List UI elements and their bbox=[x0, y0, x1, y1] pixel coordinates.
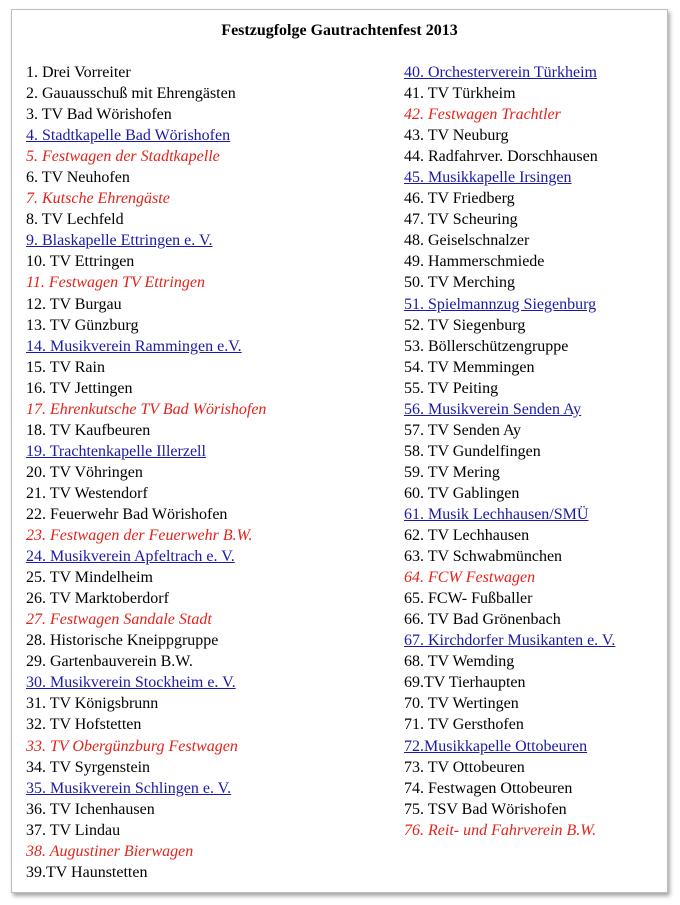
procession-item: 58. TV Gundelfingen bbox=[404, 442, 541, 460]
procession-item: 23. Festwagen der Feuerwehr B.W. bbox=[26, 527, 253, 545]
procession-item: 47. TV Scheuring bbox=[404, 211, 518, 229]
document-page bbox=[11, 9, 668, 893]
procession-item: 60. TV Gablingen bbox=[404, 484, 520, 502]
procession-item: 36. TV Ichenhausen bbox=[26, 800, 155, 818]
procession-item: 55. TV Peiting bbox=[404, 379, 499, 397]
procession-item: 57. TV Senden Ay bbox=[404, 421, 522, 439]
procession-item: 34. TV Syrgenstein bbox=[26, 758, 151, 776]
procession-item: 44. Radfahrver. Dorschhausen bbox=[404, 148, 598, 166]
procession-link[interactable]: 45. Musikkapelle Irsingen bbox=[404, 169, 572, 187]
procession-item: 46. TV Friedberg bbox=[404, 190, 515, 208]
procession-item: 64. FCW Festwagen bbox=[404, 569, 536, 587]
procession-item: 39.TV Haunstetten bbox=[26, 863, 148, 881]
procession-item: 42. Festwagen Trachtler bbox=[404, 106, 561, 124]
procession-link[interactable]: 4. Stadtkapelle Bad Wörishofen bbox=[26, 127, 231, 145]
procession-item: 32. TV Hofstetten bbox=[26, 716, 142, 734]
procession-item: 10. TV Ettringen bbox=[26, 253, 135, 271]
procession-item: 73. TV Ottobeuren bbox=[404, 758, 525, 776]
procession-list-left bbox=[26, 62, 396, 883]
procession-item: 70. TV Wertingen bbox=[404, 695, 519, 713]
procession-item: 11. Festwagen TV Ettringen bbox=[26, 274, 205, 292]
procession-item: 3. TV Bad Wörishofen bbox=[26, 106, 172, 124]
procession-item: 43. TV Neuburg bbox=[404, 127, 509, 145]
procession-item: 49. Hammerschmiede bbox=[404, 253, 545, 271]
procession-item: 68. TV Wemding bbox=[404, 653, 515, 671]
procession-link[interactable]: 40. Orchesterverein Türkheim bbox=[404, 64, 597, 81]
procession-item: 33. TV Obergünzburg Festwagen bbox=[26, 737, 238, 755]
procession-link[interactable]: 56. Musikverein Senden Ay bbox=[404, 400, 582, 418]
procession-link[interactable]: 9. Blaskapelle Ettringen e. V. bbox=[26, 232, 213, 250]
procession-link[interactable]: 19. Trachtenkapelle Illerzell bbox=[26, 442, 206, 460]
procession-link[interactable]: 30. Musikverein Stockheim e. V. bbox=[26, 674, 236, 692]
procession-item: 27. Festwagen Sandale Stadt bbox=[26, 611, 212, 629]
procession-item: 7. Kutsche Ehrengäste bbox=[26, 190, 170, 208]
procession-item: 1. Drei Vorreiter bbox=[26, 64, 131, 81]
procession-item: 12. TV Burgau bbox=[26, 295, 122, 313]
procession-item: 20. TV Vöhringen bbox=[26, 463, 143, 481]
procession-item: 26. TV Marktoberdorf bbox=[26, 590, 169, 608]
procession-item: 28. Historische Kneippgruppe bbox=[26, 632, 219, 650]
procession-item: 75. TSV Bad Wörishofen bbox=[404, 800, 567, 818]
procession-link[interactable]: 14. Musikverein Rammingen e.V. bbox=[26, 337, 242, 355]
procession-item: 13. TV Günzburg bbox=[26, 316, 139, 334]
document-title: Festzugfolge Gautrachtenfest 2013 bbox=[221, 22, 458, 39]
procession-item: 59. TV Mering bbox=[404, 463, 500, 481]
procession-item: 8. TV Lechfeld bbox=[26, 211, 124, 229]
procession-item: 5. Festwagen der Stadtkapelle bbox=[26, 148, 220, 166]
procession-item: 15. TV Rain bbox=[26, 358, 105, 376]
procession-item: 16. TV Jettingen bbox=[26, 379, 133, 397]
procession-link[interactable]: 35. Musikverein Schlingen e. V. bbox=[26, 779, 232, 797]
procession-list-right bbox=[404, 62, 664, 841]
procession-item: 65. FCW- Fußballer bbox=[404, 590, 533, 608]
procession-link[interactable]: 61. Musik Lechhausen/SMÜ bbox=[404, 505, 589, 523]
procession-item: 63. TV Schwabmünchen bbox=[404, 548, 563, 566]
procession-item: 18. TV Kaufbeuren bbox=[26, 421, 151, 439]
procession-item: 41. TV Türkheim bbox=[404, 85, 516, 103]
procession-item: 48. Geiselschnalzer bbox=[404, 232, 530, 250]
procession-item: 74. Festwagen Ottobeuren bbox=[404, 779, 573, 797]
procession-item: 21. TV Westendorf bbox=[26, 484, 148, 502]
procession-item: 22. Feuerwehr Bad Wörishofen bbox=[26, 505, 228, 523]
procession-item: 53. Böllerschützengruppe bbox=[404, 337, 569, 355]
procession-item: 37. TV Lindau bbox=[26, 821, 121, 839]
procession-link[interactable]: 51. Spielmannzug Siegenburg bbox=[404, 295, 597, 313]
procession-item: 50. TV Merching bbox=[404, 274, 515, 292]
procession-item: 6. TV Neuhofen bbox=[26, 169, 130, 187]
procession-item: 69.TV Tierhaupten bbox=[404, 674, 526, 692]
procession-item: 52. TV Siegenburg bbox=[404, 316, 526, 334]
procession-item: 31. TV Königsbrunn bbox=[26, 695, 159, 713]
procession-item: 71. TV Gersthofen bbox=[404, 716, 524, 734]
procession-item: 25. TV Mindelheim bbox=[26, 569, 153, 587]
procession-item: 62. TV Lechhausen bbox=[404, 527, 530, 545]
procession-link[interactable]: 24. Musikverein Apfeltrach e. V. bbox=[26, 548, 235, 566]
procession-item: 17. Ehrenkutsche TV Bad Wörishofen bbox=[26, 400, 267, 418]
procession-item: 54. TV Memmingen bbox=[404, 358, 535, 376]
procession-item: 2. Gauausschuß mit Ehrengästen bbox=[26, 85, 236, 103]
procession-item: 66. TV Bad Grönenbach bbox=[404, 611, 561, 629]
procession-link[interactable]: 72.Musikkapelle Ottobeuren bbox=[404, 737, 588, 755]
procession-item: 76. Reit- und Fahrverein B.W. bbox=[404, 821, 597, 839]
procession-link[interactable]: 67. Kirchdorfer Musikanten e. V. bbox=[404, 632, 616, 650]
procession-item: 38. Augustiner Bierwagen bbox=[26, 842, 194, 860]
procession-item: 29. Gartenbauverein B.W. bbox=[26, 653, 193, 671]
